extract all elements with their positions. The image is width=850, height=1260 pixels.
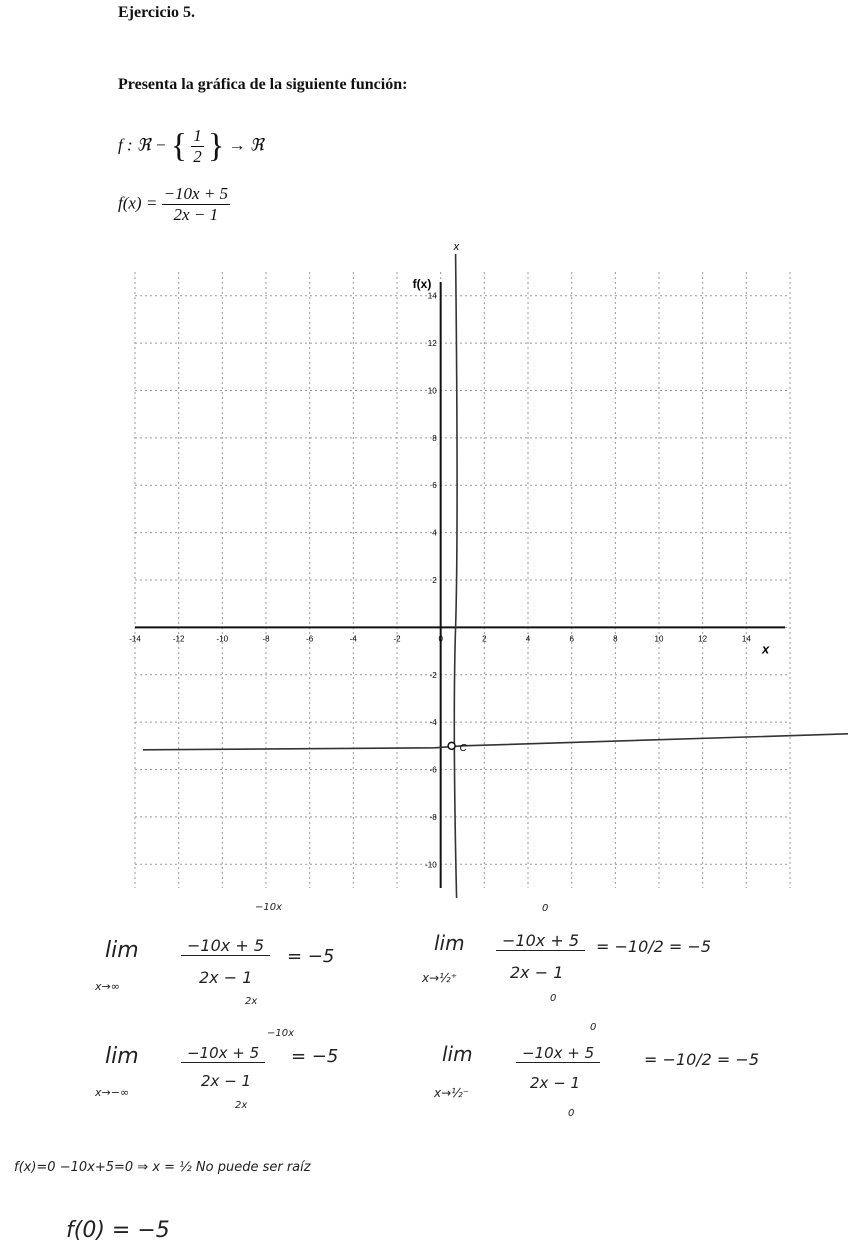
limit-zero-bottom: 0 [550,993,557,1004]
instruction-text: Presenta la gráfica de la siguiente función: [118,76,408,93]
function-domain: f : ℜ − { $\frac{1}{2}$ } → ℜ [118,126,264,166]
limit-dominant-bottom: 2x [245,996,258,1007]
limit-result: = −5 [291,1046,339,1067]
limit-plus-infinity [95,902,458,1020]
y-tick-label: 14 [427,291,437,301]
codomain-label: → ℜ [228,135,264,155]
excluded-value: $\frac{1}{2}$ [193,126,202,166]
hole-point-label: C [459,742,467,754]
limit-numerator: −10x + 5 [496,931,585,951]
x-tick-label: 4 [525,634,531,644]
limit-dominant-top: −10x [267,1028,295,1039]
limit-result: = −5 [287,946,335,967]
limit-zero-top: 0 [542,903,549,914]
limit-sub: x→∞ [95,980,120,993]
limit-denominator: 2x − 1 [201,1072,252,1090]
limit-zero-top: 0 [590,1022,597,1033]
x-tick-label: 0 [438,634,443,644]
limit-numerator: −10x + 5 [516,1044,600,1063]
limit-result: = −10/2 = −5 [596,937,711,956]
exercise-title: Ejercicio 5. [118,4,196,21]
limit-half-plus [420,903,780,1015]
limit-sub: x→½⁻ [434,1086,470,1100]
lim-label: lim [105,938,139,963]
x-tick-label: -12 [172,634,185,644]
x-tick-label: -8 [262,634,270,644]
lim-label: lim [105,1044,139,1069]
y-tick-label: 6 [432,481,437,491]
y-axis-label: f(x) [412,277,432,291]
limit-numerator: −10x + 5 [181,1044,265,1063]
f-mapping-label: f : ℜ − [118,135,167,155]
limit-half-minus [420,1022,780,1130]
fx-label: f(x) = [118,193,158,213]
y-tick-label: -10 [425,860,437,870]
x-tick-label: -14 [129,634,141,644]
limit-sub: x→½⁺ [422,971,458,985]
x-tick-label: -4 [349,634,357,644]
limit-minus-infinity [95,1028,455,1132]
limit-dominant-top: −10x [255,902,283,913]
x-tick-label: 12 [698,634,708,644]
lim-label: lim [434,931,465,955]
grid-lines [135,272,790,888]
x-tick-label: -6 [306,634,314,644]
y-tick-label: 4 [432,528,437,538]
x-tick-label: -2 [393,634,401,644]
function-fraction: $\frac{-10x + 5}{2x - 1}$ [163,184,229,224]
y-tick-label: 12 [427,339,437,349]
y-tick-label: -4 [429,718,437,728]
y-intercept: f(0) = −5 [66,1218,170,1243]
limit-dominant-bottom: 2x [235,1100,248,1111]
limit-numerator: −10x + 5 [181,936,270,956]
function-rule [118,184,230,225]
x-axis-label: x [762,641,770,657]
x-tick-label: 14 [741,634,751,644]
x-tick-label: 8 [613,634,618,644]
y-tick-label: -2 [429,670,437,680]
x-tick-label: 6 [569,634,574,644]
x-tick-label: -10 [216,634,229,644]
function-graph [0,240,850,900]
y-tick-label: 10 [427,386,437,396]
x-tick-label: 10 [654,634,664,644]
limit-result: = −10/2 = −5 [644,1050,759,1069]
y-tick-label: 2 [432,576,437,585]
y-tick-label: 8 [432,433,437,443]
x-tick-label: 2 [482,634,487,644]
limit-zero-bottom: 0 [568,1108,575,1119]
limit-denominator: 2x − 1 [510,963,564,982]
limit-denominator: 2x − 1 [530,1074,581,1092]
hole-point [448,742,455,749]
limit-sub: x→−∞ [95,1086,130,1099]
plot-lines [143,241,848,898]
axes [135,277,785,888]
root-analysis: f(x)=0 −10x+5=0 ⇒ x = ½ No puede ser raíz [14,1160,311,1175]
vertical-asymptote-label: x [453,241,460,253]
vertical-asymptote-line [454,254,457,898]
y-tick-label: -6 [429,765,437,775]
limit-denominator: 2x − 1 [199,968,253,987]
function-line [143,734,848,750]
lim-label: lim [442,1042,473,1066]
y-tick-label: -8 [429,812,437,822]
